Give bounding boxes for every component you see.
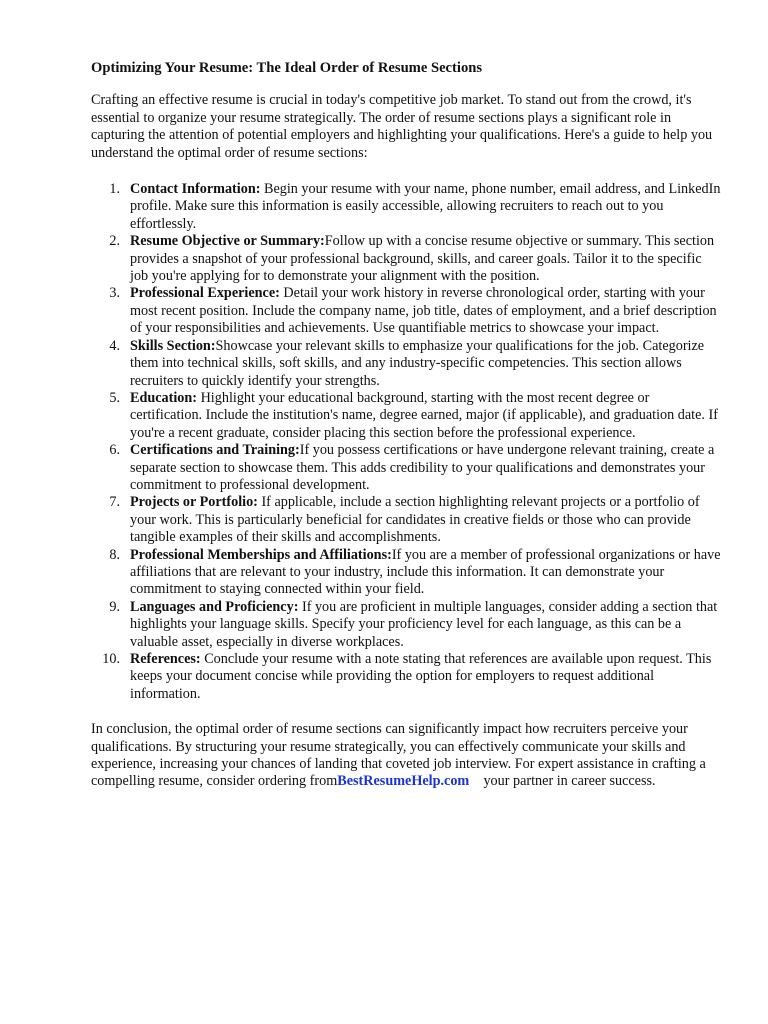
section-label: Education:	[130, 389, 198, 406]
list-number: 7.	[109, 494, 120, 511]
section-label: Resume Objective or Summary:	[130, 233, 325, 250]
list-item	[91, 390, 723, 442]
list-item	[91, 599, 723, 651]
intro-paragraph: Crafting an effective resume is crucial in today's competitive job market. To stand out from the crowd, it's essential to organize your resume strategically. The order of resume sections plays a significant role in capturing the attention of potential employers and highlighting your qualifications. Here's a guide to help you understand the optimal order of resume sections:	[91, 92, 713, 161]
section-label: Professional Memberships and Affiliations:	[130, 546, 392, 563]
section-description: If applicable, include a section highlighting relevant projects or a portfolio of your work. This is particularly beneficial for candidates in creative fields or those who can provide tangible examples of their skills and accomplishments.	[130, 494, 700, 546]
section-description: If you are proficient in multiple languages, consider adding a section that highlights your language skills. Specify your proficiency level for each language, as this can be a valuable asset, especially in diverse workplaces.	[130, 598, 718, 650]
list-number: 6.	[109, 442, 120, 459]
section-label: References:	[130, 651, 201, 667]
section-label: Projects or Portfolio:	[130, 494, 258, 511]
section-label: Skills Section:	[130, 337, 216, 354]
document-page	[91, 60, 723, 791]
section-description: Detail your work history in reverse chronological order, starting with your most recent position. Include the company name, job title, dates of employment, and a brief description of your responsibilities and achievements. Use quantifiable metrics to showcase your impact.	[130, 285, 717, 337]
list-item	[91, 233, 723, 285]
conclusion-ending: your partner in career success.	[469, 773, 656, 790]
conclusion-paragraph	[91, 721, 723, 791]
section-description: If you are a member of professional organizations or have affiliations that are relevant to your industry, include this information. It can demonstrate your commitment to staying connected within your field.	[130, 546, 721, 598]
section-description: Conclude your resume with a note stating that references are available upon request. This keeps your document concise while providing the option for employers to request additional information.	[130, 651, 712, 702]
list-number: 10.	[102, 651, 120, 667]
section-label: Languages and Proficiency:	[130, 598, 299, 615]
list-item	[91, 285, 723, 337]
section-label: Contact Information:	[130, 181, 261, 198]
section-description: Follow up with a concise resume objective or summary. This section provides a snapshot of your professional background, skills, and career goals. Tailor it to the specific job you're applying for to demonstrate your alignment with the position.	[130, 233, 715, 285]
list-item	[91, 338, 723, 390]
section-description: Begin your resume with your name, phone number, email address, and LinkedIn profile. Make sure this information is easily accessible, allowing recruiters to reach out to you effortlessly.	[130, 181, 721, 232]
section-description: Showcase your relevant skills to emphasize your qualifications for the job. Categorize them into technical skills, soft skills, and any industry-specific competencies. This section allows recruiters to quickly identify your strengths.	[130, 337, 705, 389]
list-number: 2.	[109, 233, 120, 250]
resume-sections-list	[91, 181, 723, 703]
list-number: 9.	[109, 598, 120, 615]
list-item	[91, 442, 723, 494]
list-number: 1.	[109, 181, 120, 198]
list-number: 4.	[109, 337, 120, 354]
section-label: Certifications and Training:	[130, 442, 300, 459]
document-title: Optimizing Your Resume: The Ideal Order of Resume Sections	[91, 60, 483, 76]
section-description: Highlight your educational background, starting with the most recent degree or certification. Include the institution's name, degree earned, major (if applicable), and graduation date. If you're a recent graduate, consider placing this section before the professional experience.	[130, 389, 718, 441]
list-number: 3.	[109, 285, 120, 302]
list-number: 5.	[109, 389, 120, 406]
section-label: Professional Experience:	[130, 285, 280, 302]
list-item	[91, 651, 723, 703]
conclusion-text: In conclusion, the optimal order of resume sections can significantly impact how recruiters perceive your qualifications. By structuring your resume strategically, you can effectively communicate your skills and experience, increasing your chances of landing that coveted job interview. For expert assistance in crafting a compelling resume, consider ordering from	[91, 721, 706, 790]
list-item	[91, 547, 723, 599]
list-number: 8.	[109, 546, 120, 563]
list-item	[91, 181, 723, 233]
section-description: If you possess certifications or have undergone relevant training, create a separate section to showcase them. This adds credibility to your qualifications and demonstrates your commitment to professional development.	[130, 442, 715, 493]
list-item	[91, 494, 723, 546]
bestresumehelp-link[interactable]: BestResumeHelp.com	[337, 773, 470, 790]
